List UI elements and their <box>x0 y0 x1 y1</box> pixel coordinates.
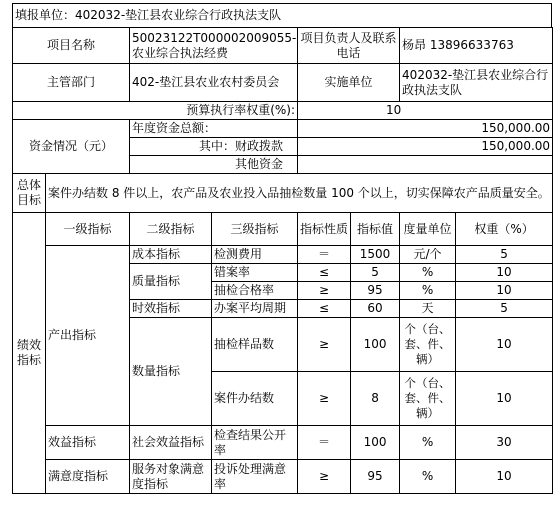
lvl2-cell: 社会效益指标 <box>130 426 212 460</box>
target-table <box>12 27 553 494</box>
value-cell: 5 <box>351 264 400 282</box>
lvl3-cell: 错案率 <box>212 264 298 282</box>
lvl3-cell: 抽检合格率 <box>212 282 298 300</box>
nature-cell: ＝ <box>298 246 351 264</box>
value-cell: 60 <box>351 300 400 318</box>
project-name-value: 50023122T000002009055-农业综合执法经费 <box>130 28 298 64</box>
report-unit-value: 402032-垫江县农业综合行政执法支队 <box>75 8 282 22</box>
nature-cell: ≤ <box>298 264 351 282</box>
lvl2-cell: 数量指标 <box>130 318 212 426</box>
dept-value: 402-垫江县农业农村委员会 <box>130 64 298 102</box>
value-cell: 8 <box>351 372 400 426</box>
impl-unit-label: 实施单位 <box>298 64 400 102</box>
weight-cell: 10 <box>456 460 553 494</box>
benefit-indicator-label: 效益指标 <box>46 426 130 460</box>
project-contact-label: 项目负责人及联系电话 <box>298 28 400 64</box>
annual-funds-value: 150,000.00 <box>298 120 553 138</box>
unit-cell: 个（台、套、件、辆） <box>400 372 456 426</box>
other-funds-value <box>298 156 553 174</box>
lvl2-cell: 成本指标 <box>130 246 212 264</box>
lvl2-cell: 质量指标 <box>130 264 212 300</box>
dept-label: 主管部门 <box>13 64 130 102</box>
perf-label: 绩效指标 <box>13 213 46 494</box>
lvl3-cell: 办案平均周期 <box>212 300 298 318</box>
goal-text: 案件办结数 8 件以上，农产品及农业投入品抽检数量 100 个以上，切实保障农产品质量安全。 <box>46 174 553 213</box>
nature-cell: ≥ <box>298 318 351 372</box>
budget-weight-label: 预算执行率权重(%): <box>13 102 298 120</box>
project-name-label: 项目名称 <box>13 28 130 64</box>
nature-cell: ≥ <box>298 372 351 426</box>
perf-header-nature: 指标性质 <box>298 213 351 246</box>
table-row <box>13 246 553 264</box>
perf-header-unit: 度量单位 <box>400 213 456 246</box>
lvl3-cell: 案件办结数 <box>212 372 298 426</box>
report-unit-header <box>12 3 552 27</box>
weight-cell: 5 <box>456 246 553 264</box>
value-cell: 95 <box>351 460 400 494</box>
perf-header-lvl2: 二级指标 <box>130 213 212 246</box>
lvl3-cell: 投诉处理满意率 <box>212 460 298 494</box>
value-cell: 100 <box>351 426 400 460</box>
lvl2-cell: 时效指标 <box>130 300 212 318</box>
unit-cell: 天 <box>400 300 456 318</box>
budget-weight-value: 10 <box>298 102 553 120</box>
lvl2-cell: 服务对象满意度指标 <box>130 460 212 494</box>
table-row <box>13 460 553 494</box>
annual-funds-label: 年度资金总额： <box>130 120 298 138</box>
perf-header-lvl1: 一级指标 <box>46 213 130 246</box>
unit-cell: % <box>400 426 456 460</box>
value-cell: 95 <box>351 282 400 300</box>
output-indicator-label: 产出指标 <box>46 246 130 426</box>
perf-header-value: 指标值 <box>351 213 400 246</box>
unit-cell: % <box>400 282 456 300</box>
perf-header-weight: 权重（%） <box>456 213 553 246</box>
perf-header-lvl3: 三级指标 <box>212 213 298 246</box>
weight-cell: 10 <box>456 372 553 426</box>
other-funds-label: 其他资金 <box>130 156 298 174</box>
unit-cell: 元/个 <box>400 246 456 264</box>
weight-cell: 10 <box>456 282 553 300</box>
weight-cell: 10 <box>456 264 553 282</box>
nature-cell: ＝ <box>298 426 351 460</box>
unit-cell: 个（台、套、件、辆） <box>400 318 456 372</box>
project-contact-value: 杨昂 13896633763 <box>400 28 553 64</box>
fiscal-funds-label: 其中：财政拨款 <box>130 138 298 156</box>
impl-unit-value: 402032-垫江县农业综合行政执法支队 <box>400 64 553 102</box>
weight-cell: 5 <box>456 300 553 318</box>
value-cell: 100 <box>351 318 400 372</box>
report-unit-label: 填报单位： <box>15 8 76 22</box>
funds-label: 资金情况（元） <box>13 120 130 174</box>
table-row <box>13 426 553 460</box>
goal-label: 总体目标 <box>13 174 46 213</box>
lvl3-cell: 抽检样品数 <box>212 318 298 372</box>
fiscal-funds-value: 150,000.00 <box>298 138 553 156</box>
weight-cell: 10 <box>456 318 553 372</box>
nature-cell: ≥ <box>298 460 351 494</box>
value-cell: 1500 <box>351 246 400 264</box>
weight-cell: 30 <box>456 426 553 460</box>
lvl3-cell: 检查结果公开率 <box>212 426 298 460</box>
unit-cell: % <box>400 460 456 494</box>
nature-cell: ≥ <box>298 282 351 300</box>
nature-cell: ≤ <box>298 300 351 318</box>
satisfaction-indicator-label: 满意度指标 <box>46 460 130 494</box>
lvl3-cell: 检测费用 <box>212 246 298 264</box>
unit-cell: % <box>400 264 456 282</box>
